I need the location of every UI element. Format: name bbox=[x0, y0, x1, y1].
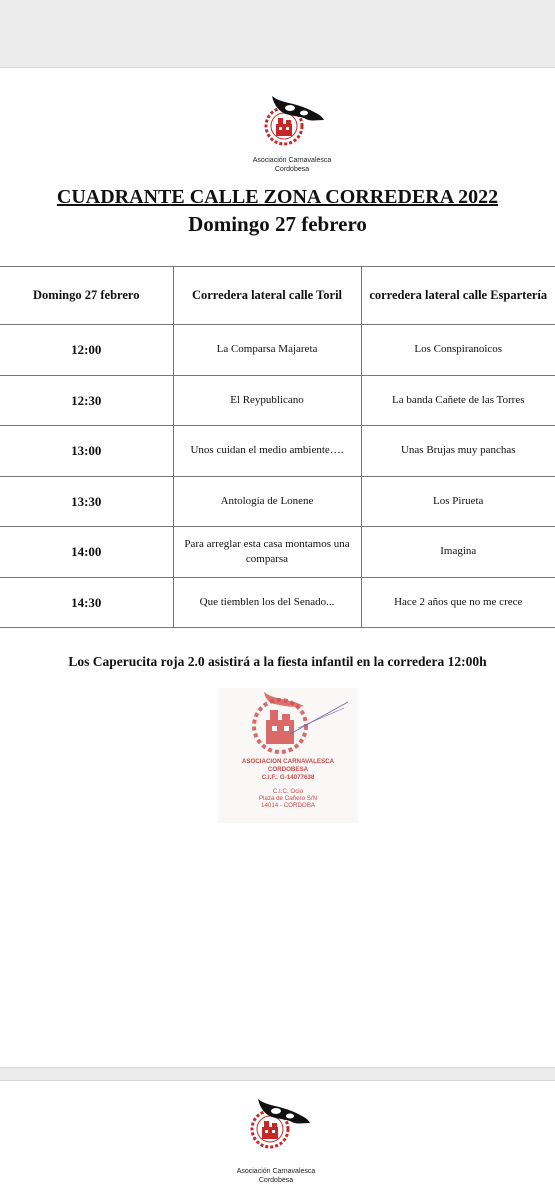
stamp-line: ASOCIACION CARNAVALESCA bbox=[241, 758, 335, 765]
header-esparteria: corredera lateral calle Espartería bbox=[361, 267, 555, 325]
row-time: 12:30 bbox=[0, 375, 173, 426]
row-toril-group: La Comparsa Majareta bbox=[173, 325, 361, 376]
row-esparteria-group: Imagina bbox=[361, 527, 555, 578]
header-date: Domingo 27 febrero bbox=[0, 267, 173, 325]
row-toril-group: El Reypublicano bbox=[173, 375, 361, 426]
page-subtitle: Domingo 27 febrero bbox=[188, 212, 367, 236]
document-page-next bbox=[0, 1080, 555, 1201]
stamp-line: Plaza de Cañero S/N bbox=[258, 795, 318, 802]
association-logo bbox=[236, 1091, 316, 1186]
stamp-line: C.I.C. Ocio bbox=[272, 788, 304, 795]
row-esparteria-group: La banda Cañete de las Torres bbox=[361, 375, 555, 426]
stamp-line: 14014 - CORDOBA bbox=[261, 802, 315, 809]
table-row bbox=[0, 577, 555, 628]
row-toril-group: Unos cuidan el medio ambiente…. bbox=[173, 426, 361, 477]
org-name-line2: Cordobesa bbox=[258, 1177, 294, 1184]
table-row bbox=[0, 527, 555, 578]
row-time: 14:30 bbox=[0, 577, 173, 628]
row-time: 12:00 bbox=[0, 325, 173, 376]
row-esparteria-group: Los Conspiranoicos bbox=[361, 325, 555, 376]
row-toril-group: Que tiemblen los del Senado... bbox=[173, 577, 361, 628]
stamp-line: CORDOBESA bbox=[267, 766, 309, 773]
association-logo bbox=[252, 90, 332, 176]
table-row bbox=[0, 375, 555, 426]
logo-caption bbox=[236, 1167, 316, 1185]
row-toril-group: Antología de Lonene bbox=[173, 476, 361, 527]
row-toril-group: Para arreglar esta casa montamos una comparsa bbox=[173, 527, 361, 578]
row-time: 13:00 bbox=[0, 426, 173, 477]
schedule-table bbox=[0, 266, 555, 628]
org-name-line2: Cordobesa bbox=[274, 166, 310, 173]
table-row bbox=[0, 325, 555, 376]
row-esparteria-group: Unas Brujas muy panchas bbox=[361, 426, 555, 477]
association-stamp bbox=[218, 688, 358, 823]
document-page bbox=[0, 67, 555, 1068]
page-title: CUADRANTE CALLE ZONA CORREDERA 2022 bbox=[56, 186, 499, 208]
header-toril: Corredera lateral calle Toril bbox=[173, 267, 361, 325]
stamp-line: C.I.F.: G-14077638 bbox=[261, 774, 315, 781]
table-row bbox=[0, 426, 555, 477]
table-row bbox=[0, 476, 555, 527]
org-name-line1: Asociación Carnavalesca bbox=[236, 1168, 316, 1175]
carnival-mask-logo-icon bbox=[258, 90, 326, 154]
org-name-line1: Asociación Carnavalesca bbox=[252, 157, 332, 164]
logo-caption bbox=[252, 156, 332, 174]
row-time: 13:30 bbox=[0, 476, 173, 527]
row-time: 14:00 bbox=[0, 527, 173, 578]
table-header-row bbox=[0, 267, 555, 325]
row-esparteria-group: Hace 2 años que no me crece bbox=[361, 577, 555, 628]
carnival-mask-logo-icon bbox=[244, 1091, 312, 1155]
event-note: Los Caperucita roja 2.0 asistirá a la fiesta infantil en la corredera 12:00h bbox=[68, 654, 487, 669]
row-esparteria-group: Los Pirueta bbox=[361, 476, 555, 527]
